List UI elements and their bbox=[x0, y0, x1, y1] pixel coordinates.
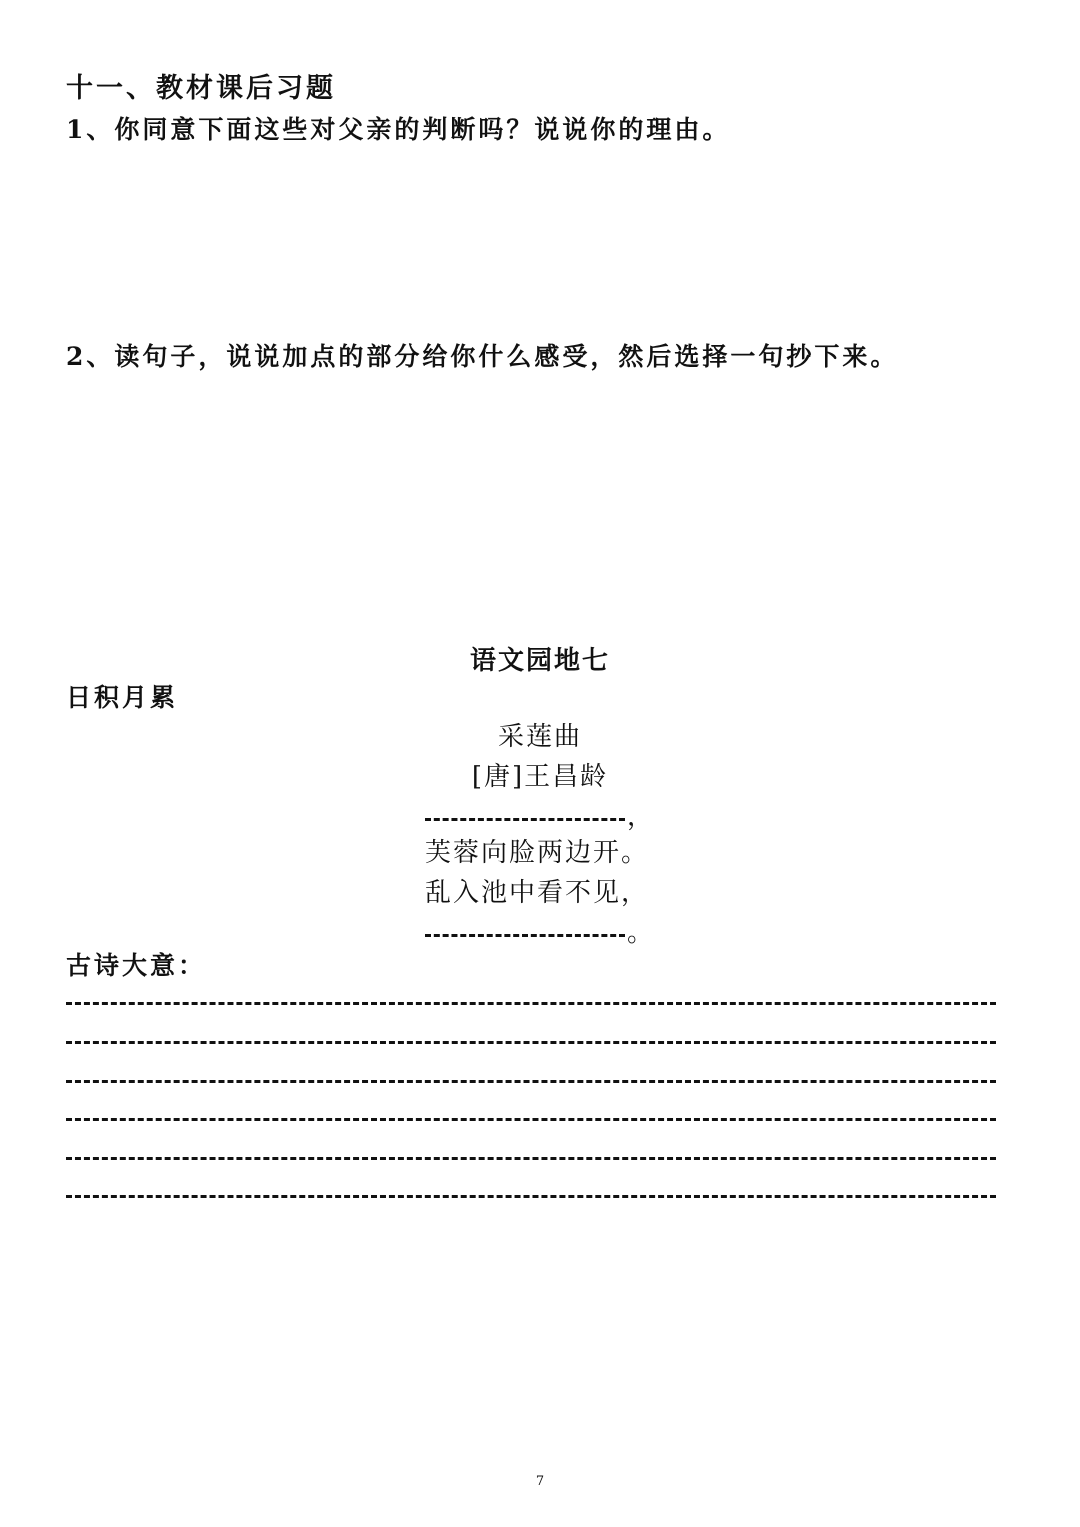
answer-line[interactable] bbox=[66, 1118, 996, 1121]
poem-line-1-punct: ， bbox=[627, 802, 656, 832]
poem-author: [唐]王昌龄 bbox=[471, 762, 609, 792]
question-1: 1、你同意下面这些对父亲的判断吗？说说你的理由。 bbox=[66, 115, 731, 144]
poem-line-4-blank[interactable] bbox=[425, 912, 655, 949]
poem-title: 采莲曲 bbox=[497, 722, 582, 752]
poem-line-3: 乱入池中看不见， bbox=[425, 878, 650, 908]
answer-line[interactable] bbox=[66, 1195, 996, 1198]
daily-accumulation-label: 日积月累 bbox=[66, 683, 179, 712]
answer-line[interactable] bbox=[66, 1080, 996, 1083]
answer-line[interactable] bbox=[66, 1157, 996, 1160]
answer-line[interactable] bbox=[66, 1041, 996, 1044]
poem-line-4-punct: 。 bbox=[627, 918, 656, 948]
page-number: 7 bbox=[535, 1474, 545, 1489]
fill-in-blank[interactable] bbox=[425, 796, 625, 821]
garden-title: 语文园地七 bbox=[469, 646, 610, 676]
poem-line-2: 芙蓉向脸两边开。 bbox=[425, 838, 650, 868]
answer-line[interactable] bbox=[66, 1002, 996, 1005]
poem-line-1-blank[interactable] bbox=[425, 796, 655, 833]
poem-meaning-label: 古诗大意： bbox=[66, 951, 207, 980]
section-title: 十一、教材课后习题 bbox=[66, 73, 336, 104]
question-2: 2、读句子，说说加点的部分给你什么感受，然后选择一句抄下来。 bbox=[66, 342, 899, 371]
fill-in-blank[interactable] bbox=[425, 912, 625, 937]
